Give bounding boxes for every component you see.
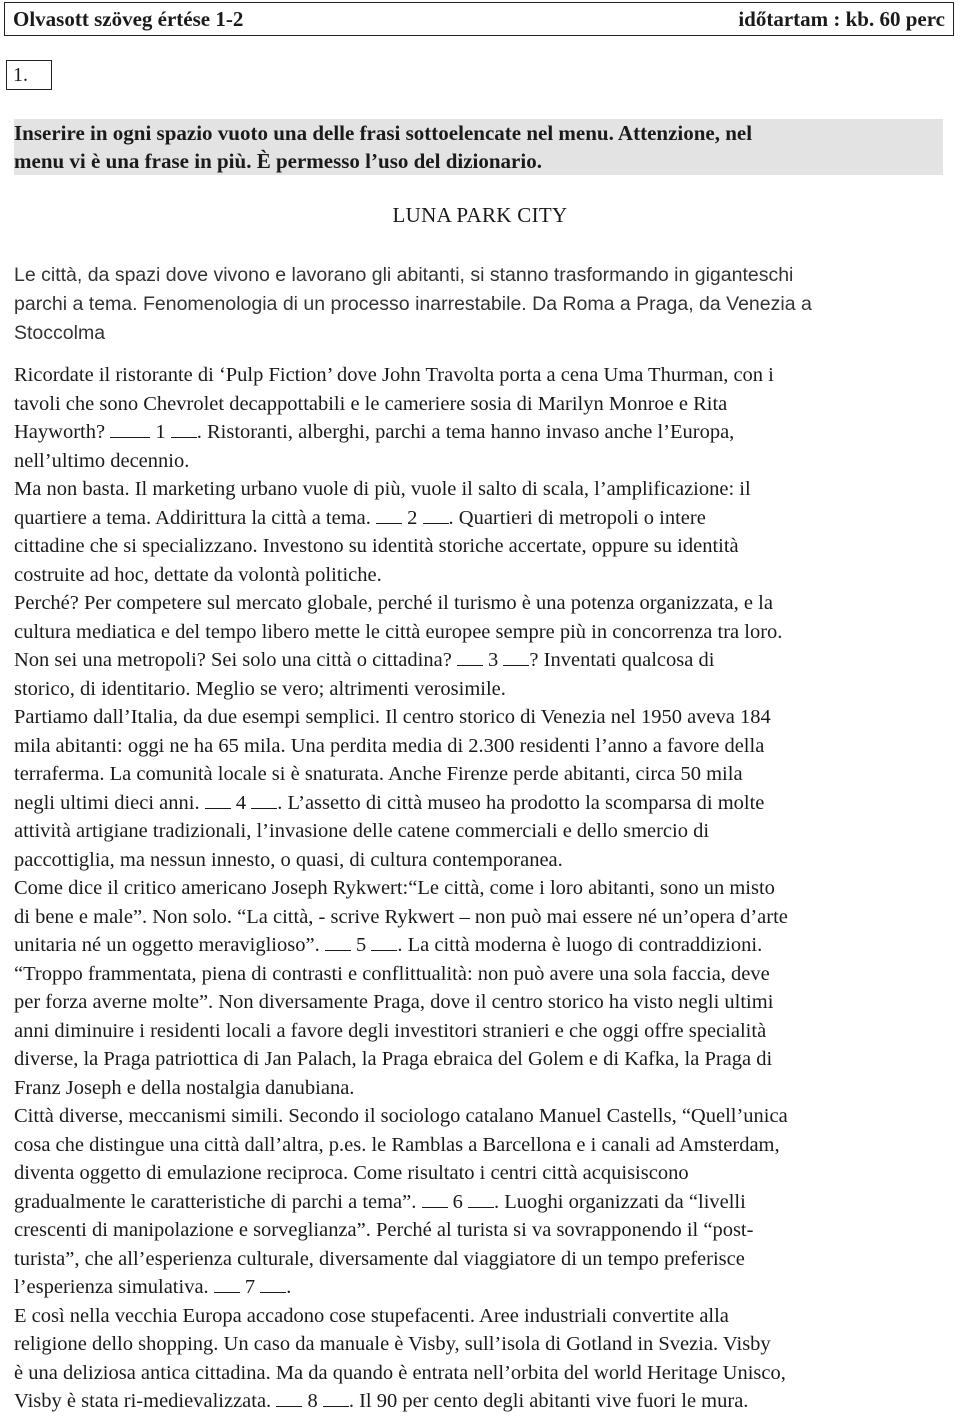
gap-line (503, 647, 529, 666)
intro-line: parchi a tema. Fenomenologia di un processo inarrestabile. Da Roma a Praga, da Venezia a (14, 293, 812, 315)
gap-number-8: 8 (307, 1390, 318, 1412)
gap-number-7: 7 (244, 1276, 256, 1298)
text-line (14, 789, 954, 818)
text-line (14, 418, 954, 447)
text-line: di bene e male”. Non solo. “La città, - scrive Rykwert – non può mai essere né un’opera d’arte (14, 905, 788, 928)
text-line: terraferma. La comunità locale si è snaturata. Anche Firenze perde abitanti, circa 50 mila (14, 763, 743, 785)
gap-number-5: 5 (355, 934, 367, 956)
text-line: crescenti di manipolazione e sorveglianza”. Perché al turista si va sovrapponendo il “post- (14, 1219, 754, 1241)
text-segment: Visby è stata ri-medievalizzata. (14, 1390, 277, 1412)
text-line: Ma non basta. Il marketing urbano vuole di più, vuole il salto di scala, l’amplificazione: il (14, 478, 751, 500)
text-segment: Non sei una metropoli? Sei solo una città o cittadina? (14, 649, 457, 671)
text-line: diverse, la Praga patriottica di Jan Palach, la Praga ebraica del Golem e di Kafka, la Praga di (14, 1048, 773, 1070)
header-duration: időtartam : kb. 60 perc (738, 6, 945, 31)
instruction-line: Inserire in ogni spazio vuoto una delle frasi sottoelencate nel menu. Attenzione, nel (14, 121, 753, 145)
gap-line (110, 419, 150, 438)
text-line: “Troppo frammentata, piena di contrasti e conflittualità: non può avere una sola faccia, deve (14, 962, 770, 985)
gap-line (276, 1388, 302, 1407)
gap-line (214, 1274, 240, 1293)
article-body (14, 361, 954, 1416)
gap-number-4: 4 (235, 791, 247, 814)
text-segment: Hayworth? (14, 421, 111, 443)
text-segment: . (286, 1276, 292, 1298)
text-segment: . La città moderna è luogo di contraddizioni. (397, 934, 763, 956)
intro-line: Le città, da spazi dove vivono e lavorano gli abitanti, si stanno trasformando in giganteschi (14, 264, 794, 286)
gap-line (260, 1274, 286, 1293)
text-line (14, 1273, 954, 1302)
page-header (4, 2, 954, 36)
instruction-line: menu vi è una frase in più. È permesso l’uso del dizionario. (14, 149, 542, 173)
gap-line (422, 1189, 448, 1208)
gap-number-2: 2 (407, 506, 418, 529)
text-line: Città diverse, meccanismi simili. Secondo il sociologo catalano Manuel Castells, “Quell’unica (14, 1105, 788, 1127)
article-title: LUNA PARK CITY (392, 203, 568, 227)
header-title: Olvasott szöveg értése 1-2 (13, 6, 244, 31)
gap-number-6: 6 (452, 1190, 463, 1213)
gap-line (371, 932, 397, 951)
gap-line (251, 790, 277, 809)
text-line: diventa oggetto di emulazione reciproca. Come risultato i centri città acquisiscono (14, 1162, 689, 1184)
text-segment: quartiere a tema. Addirittura la città a tema. (14, 506, 377, 529)
text-line: Partiamo dall’Italia, da due esempi semplici. Il centro storico di Venezia nel 1950 aveva 184 (14, 706, 771, 728)
gap-line (468, 1189, 494, 1208)
text-line: è una deliziosa antica cittadina. Ma da quando è entrata nell’orbita del world Heritage Unisco, (14, 1361, 786, 1384)
text-line: Franz Joseph e della nostalgia danubiana. (14, 1076, 355, 1099)
text-line: storico, di identitario. Meglio se vero; altrimenti verosimile. (14, 677, 506, 700)
gap-line (376, 505, 402, 524)
text-line: tavoli che sono Chevrolet decappottabili e le cameriere sosia di Marilyn Monroe e Rita (14, 392, 728, 415)
gap-line (423, 505, 449, 524)
text-line: Come dice il critico americano Joseph Rykwert:“Le città, come i loro abitanti, sono un misto (14, 877, 775, 899)
text-line: mila abitanti: oggi ne ha 65 mila. Una perdita media di 2.300 residenti l’anno a favore della (14, 734, 765, 757)
text-line (14, 646, 954, 675)
text-segment: l’esperienza simulativa. (14, 1276, 214, 1298)
text-line: anni diminuire i residenti locali a favore degli investitori stranieri e che oggi offre specialità (14, 1019, 767, 1042)
text-line: Perché? Per competere sul mercato globale, perché il turismo è una potenza organizzata, e la (14, 592, 773, 614)
gap-line (457, 647, 483, 666)
text-line (14, 931, 954, 960)
text-line: E così nella vecchia Europa accadono cose stupefacenti. Aree industriali convertite alla (14, 1304, 729, 1327)
text-line: attività artigiane tradizionali, l’invasione delle catene commerciali e dello smercio di (14, 820, 710, 842)
text-line: Ricordate il ristorante di ‘Pulp Fiction’ dove John Travolta porta a cena Uma Thurman, con i (14, 364, 774, 386)
intro-line: Stoccolma (14, 322, 106, 344)
gap-line (205, 790, 231, 809)
text-segment: gradualmente le caratteristiche di parchi a tema”. (14, 1190, 422, 1213)
text-line: cittadine che si specializzano. Investono su identità storiche accertate, oppure su identità (14, 535, 739, 557)
text-segment: unitaria né un oggetto meraviglioso”. (14, 934, 325, 956)
text-line: per forza averne molte”. Non diversamente Praga, dove il centro storico ha visto negli ultimi (14, 991, 774, 1013)
text-line: cosa che distingue una città dall’altra, p.es. le Ramblas a Barcellona e i canali ad Amsterdam, (14, 1133, 780, 1156)
question-number: 1. (6, 60, 52, 90)
gap-line (325, 932, 351, 951)
text-segment: . Ristoranti, alberghi, parchi a tema hanno invaso anche l’Europa, (196, 421, 735, 443)
text-line (14, 1188, 954, 1217)
text-line: paccottiglia, ma nessun innesto, o quasi, di cultura contemporanea. (14, 848, 563, 871)
text-segment: . L’assetto di città museo ha prodotto la scomparsa di molte (277, 791, 765, 814)
text-segment: . Luoghi organizzati da “livelli (494, 1190, 746, 1213)
gap-line (323, 1388, 349, 1407)
instructions-box (14, 119, 943, 175)
text-line: nell’ultimo decennio. (14, 449, 190, 472)
text-segment: . Quartieri di metropoli o intere (448, 506, 706, 529)
gap-number-3: 3 (488, 649, 499, 671)
text-line: turista”, che all’esperienza culturale, diversamente dal viaggiatore di un tempo preferisce (14, 1247, 745, 1270)
text-segment: negli ultimi dieci anni. (14, 791, 205, 814)
text-segment: . Il 90 per cento degli abitanti vive fuori le mura. (348, 1390, 749, 1412)
gap-line (171, 419, 197, 438)
text-segment: ? Inventati qualcosa di (529, 649, 715, 671)
text-line (14, 1387, 954, 1416)
gap-number-1: 1 (155, 421, 166, 443)
text-line: religione dello shopping. Un caso da manuale è Visby, sull’isola di Gotland in Svezia. Visby (14, 1333, 771, 1355)
text-line (14, 504, 954, 533)
article-intro (14, 261, 954, 348)
text-line: costruite ad hoc, dettate da volontà politiche. (14, 563, 382, 586)
text-line: cultura mediatica e del tempo libero mette le città europee sempre più in concorrenza tra loro. (14, 620, 783, 643)
